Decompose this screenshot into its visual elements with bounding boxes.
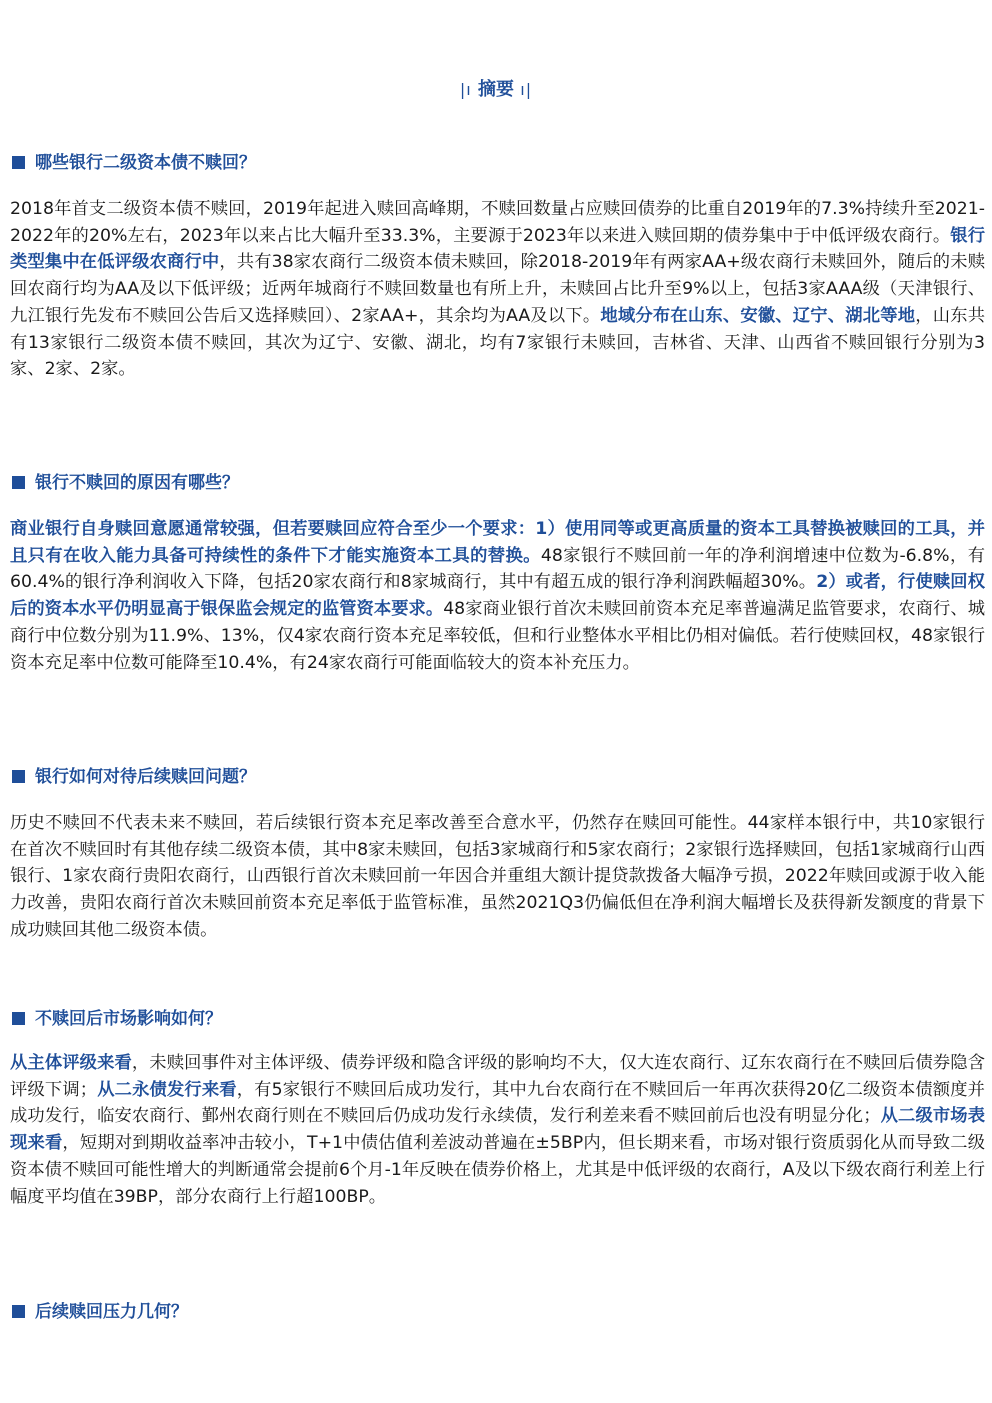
highlight-text: 从主体评级来看 [10, 1053, 132, 1073]
paragraph-text: ，未赎回事件对主体评级、债券评级和隐含评级的影响均不大，仅大连农商行、辽东农商行在不赎回后债券隐含评级下调； [10, 1053, 985, 1100]
highlight-text: 银行类型集中在低评级农商行中 [10, 225, 985, 273]
highlight-text: 地域分布在山东、安徽、辽宁、湖北等地 [600, 305, 916, 326]
section-heading [12, 152, 256, 174]
paragraph-text: ，共有38家农商行二级资本债未赎回，除2018-2019年有两家AA+级农商行未赎回外，随后的未赎回农商行均为AA及以下低评级；近两年城商行不赎回数量也有所上升，未赎回占比升至9%以上，包括3家AAA级（天津银行、九江银行先发布不赎回公告后又选择赎回）、2家AA+，其余均为AA及以下。 [10, 252, 985, 326]
summary-title-row [0, 78, 992, 102]
paragraph-text: 历史不赎回不代表未来不赎回，若后续银行资本充足率改善至合意水平，仍然存在赎回可能性。44家样本银行中，共10家银行在首次不赎回时有其他存续二级资本债，其中8家未赎回，包括3家城商行和5家农商行；2家银行选择赎回，包括1家城商行山西银行、1家农商行贵阳农商行，山西银行首次未赎回前一年因合并重组大额计提贷款拨备大幅净亏损，2022年赎回或源于收入能力改善，贵阳农商行首次未赎回前资本充足率低于监管标准，虽然2021Q3仍偏低但在净利润大幅增长及获得新发额度的背景下成功赎回其他二级资本债。 [10, 813, 985, 940]
paragraph-text: ，山东共有13家银行二级资本债不赎回，其次为辽宁、安徽、湖北，均有7家银行未赎回，吉林省、天津、山西省不赎回银行分别为3家、2家、2家。 [10, 305, 985, 380]
square-bullet-icon [12, 1305, 25, 1318]
paragraph-text: 48家银行不赎回前一年的净利润增速中位数为-6.8%，有60.4%的银行净利润收入下降，包括20家农商行和8家城商行，其中有超五成的银行净利润跌幅超30%。 [10, 545, 985, 593]
section-heading-text: 不赎回后市场影响如何？ [35, 1009, 222, 1029]
paragraph-text: ，有5家银行不赎回后成功发行，其中九台农商行在不赎回后一年再次获得20亿二级资本债额度并成功发行，临安农商行、鄞州农商行则在不赎回后仍成功发行永续债，发行利差来看不赎回前后也没有明显分化； [10, 1079, 985, 1127]
title-bar-right: ı| [520, 80, 533, 99]
highlight-text: 从二级市场表现来看 [10, 1106, 985, 1154]
square-bullet-icon [12, 1012, 25, 1025]
section-heading [12, 472, 239, 494]
highlight-text: 商业银行自身赎回意愿通常较强，但若要赎回应符合至少一个要求：1）使用同等或更高质量的资本工具替换被赎回的工具，并且只有在收入能力具备可持续性的条件下才能实施资本工具的替换。 [10, 519, 985, 566]
section-paragraph [10, 196, 985, 383]
square-bullet-icon [12, 770, 25, 783]
square-bullet-icon [12, 476, 25, 489]
title-bar-left: |ı [459, 80, 472, 99]
section-heading [12, 1301, 188, 1323]
section-heading-text: 哪些银行二级资本债不赎回？ [35, 153, 256, 173]
paragraph-text: 48家商业银行首次未赎回前资本充足率普遍满足监管要求，农商行、城商行中位数分别为11.9%、13%，仅4家农商行资本充足率较低，但和行业整体水平相比仍相对偏低。若行使赎回权，48家银行资本充足率中位数可能降至10.4%，有24家农商行可能面临较大的资本补充压力。 [10, 599, 985, 673]
section-heading-text: 银行如何对待后续赎回问题？ [35, 767, 256, 787]
page-title: 摘要 [478, 79, 514, 100]
section-heading [12, 766, 256, 788]
section-paragraph [10, 516, 985, 676]
highlight-text: 2）或者，行使赎回权后的资本水平仍明显高于银保监会规定的监管资本要求。 [10, 572, 986, 620]
highlight-text: 从二永债发行来看 [97, 1079, 237, 1100]
paragraph-text: 2018年首支二级资本债不赎回，2019年起进入赎回高峰期，不赎回数量占应赎回债券的比重自2019年的7.3%持续升至2021-2022年的20%左右，2023年以来占比大幅升至33.3%，主要源于2023年以来进入赎回期的债券集中于中低评级农商行。 [10, 199, 985, 246]
section-paragraph [10, 810, 985, 944]
paragraph-text: ，短期对到期收益率冲击较小，T+1中债估值利差波动普遍在±5BP内，但长期来看，市场对银行资质弱化从而导致二级资本债不赎回可能性增大的判断通常会提前6个月-1年反映在债券价格上，尤其是中低评级的农商行，A及以下级农商行利差上行幅度平均值在39BP，部分农商行上行超100BP。 [10, 1133, 985, 1207]
section-paragraph [10, 1050, 985, 1210]
square-bullet-icon [12, 156, 25, 169]
section-heading-text: 后续赎回压力几何？ [35, 1302, 188, 1322]
section-heading-text: 银行不赎回的原因有哪些？ [35, 473, 239, 493]
section-heading [12, 1008, 222, 1030]
